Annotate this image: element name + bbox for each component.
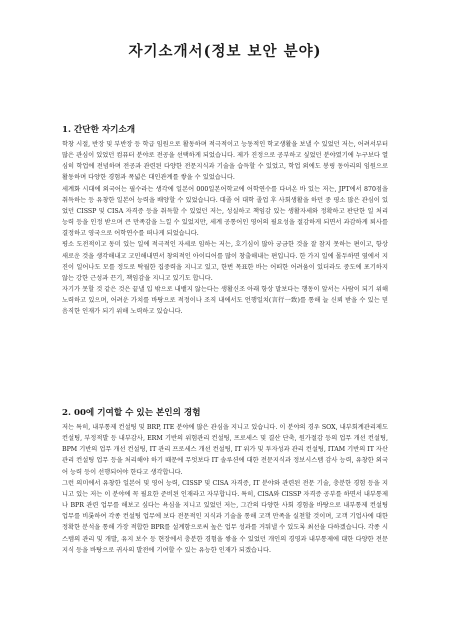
paragraph: 학창 시절, 반장 및 부반장 등 학급 임원으로 활동하며 적극적이고 능동적인 학교생활을 보낼 수 있었던 저는, 어려서부터 많은 관심이 있었던 컴퓨터 분야로 전공을 선택하게 되었습니다. 제가 진정으로 공부하고 싶었던 분야였기에 누구보다 열심히 학업에 전념하며 전공과 관련된 다양한 전문지식과 기술을 습득할 수 있었고, 학업 외에도 봉링 동아리의 임원으로 활동하며 다양한 경험과 폭넓은 대인관계를 쌓을 수 있었습니다.	[62, 141, 388, 182]
section-heading: 1. 간단한 자기소개	[62, 125, 136, 135]
paragraph: 그런 의미에서 유창한 일본어 및 영어 능력, CISSP 및 CISA 자격증, IT 분야와 관련된 전문 기술, 충분한 경험 등을 지니고 있는 저는 이 분야에 꼭 필요한 준비된 인재라고 자부합니다. 특히, CISA와 CISSP 자격증 공부를 하면서 내부통제나 BPR 관련 업무를 해보고 싶다는 욕심을 지니고 있었던 저는, 그간의 다양한 사회 경험을 바탕으로 내부통제 컨설팅 업무를 비롯하여 각종 컨설팅 업무에 보다 전문적인 지식과 기술을 통해 고객 만족을 실천할 것이며, 고객 기업사에 대한 정확한 분석을 통해 가장 적합한 BPR를 설계함으로써 높은 업무 성과를 거둬낼 수 있도록 최선을 다하겠습니다. 각종 시스템의 관리 및 개발, 유지 보수 등 현장에서 충분한 경험을 쌓을 수 있었던 개인의 경영과 내부통제에 대한 다양한 전문지식 등을 바탕으로 귀사의 발전에 기여할 수 있는 유능한 인재가 되겠습니다.	[62, 479, 388, 554]
document-title: 자기소개서(정보 보안 분야)	[128, 43, 322, 60]
paragraph: 자기가 못할 것 같은 것은 끝낼 입 밖으로 내뱉지 않는다는 생활신조 아래 항상 말보다는 행동이 앞서는 사람이 되기 위해 노력하고 있으며, 어려운 가치를 바탕으로 적정이나 조직 내에서도 언행일치(言行一致)를 통해 늘 신뢰 받을 수 있는 믿음직한 인재가 되기 위해 노력하고 있습니다.	[62, 286, 388, 316]
section-heading: 2. 00에 기여할 수 있는 본인의 경험	[62, 408, 201, 418]
paragraph: 평소 도전적이고 동미 있는 일에 적극적인 자세로 임하는 저는, 호기심이 많아 궁금한 것을 잘 참지 못하는 편이고, 항상 새로운 것을 생각해내고 고민해내면서 창의적인 아이디어를 많이 창출해내는 편입니다. 한 가지 일에 몰두하면 옆에서 지진이 일어나도 모를 정도로 탁월한 집중력을 지니고 있고, 한번 목표한 바는 어떠한 어려움이 있더라도 중도에 포기하지 않는 강한 근성과 끈기, 책임감을 지니고 있기도 합니다.	[62, 241, 388, 282]
paragraph: 세계화 시대에 외국어는 필수라는 생각에 일본어 000일본어학교에 어학연수를 다녀온 바 있는 저는, JPT에서 870점을 취득하는 등 유창한 일본어 능력을 배양할 수 있었습니다. 대졸 어 대학 졸업 후 사회생활을 하던 중 평소 많은 관심이 있었던 CISSP 및 CISA 자격증 등을 취득할 수 있었던 저는, 성실하고 책임감 있는 생활자세와 정확하고 판단한 일 처리 능력 등을 인정 받으며 큰 만족감을 느낄 수 있었지만, 세계 공통어인 영어의 필요성을 절감하게 되면서 과감하게 퇴사를 결정하고 영국으로 어학연수를 떠나게 되었습니다.	[62, 185, 388, 238]
section-self-introduction	[62, 124, 388, 318]
section-contribution-experience	[62, 407, 388, 556]
paragraph: 저는 특히, 내부통제 컨설팅 및 BRP, ITE 분야에 많은 관심을 지니고 있습니다. 이 분야의 경우 SOX, 내부회계관리제도 컨설팅, 부정적발 등 내부감사, ERM 기반의 위험관리 컨설팅, 프로세스 및 결산 단축, 원가절감 등의 업무 개선 컨설팅, BPM 기반의 업무 개선 컨설팅, IT 관리 프로세스 개선 컨설팅, IT 위가 및 투자성과 관리 컨설팅, ITAM 기반의 IT 자산관리 컨설팅 업무 등을 처리해야 하기 때문에 무엇보다 IT 솔루션에 대한 전문지식과 정보시스템 감사 능력, 유창한 외국어 능력 등이 선행되어야 한다고 생각합니다.	[62, 424, 388, 476]
